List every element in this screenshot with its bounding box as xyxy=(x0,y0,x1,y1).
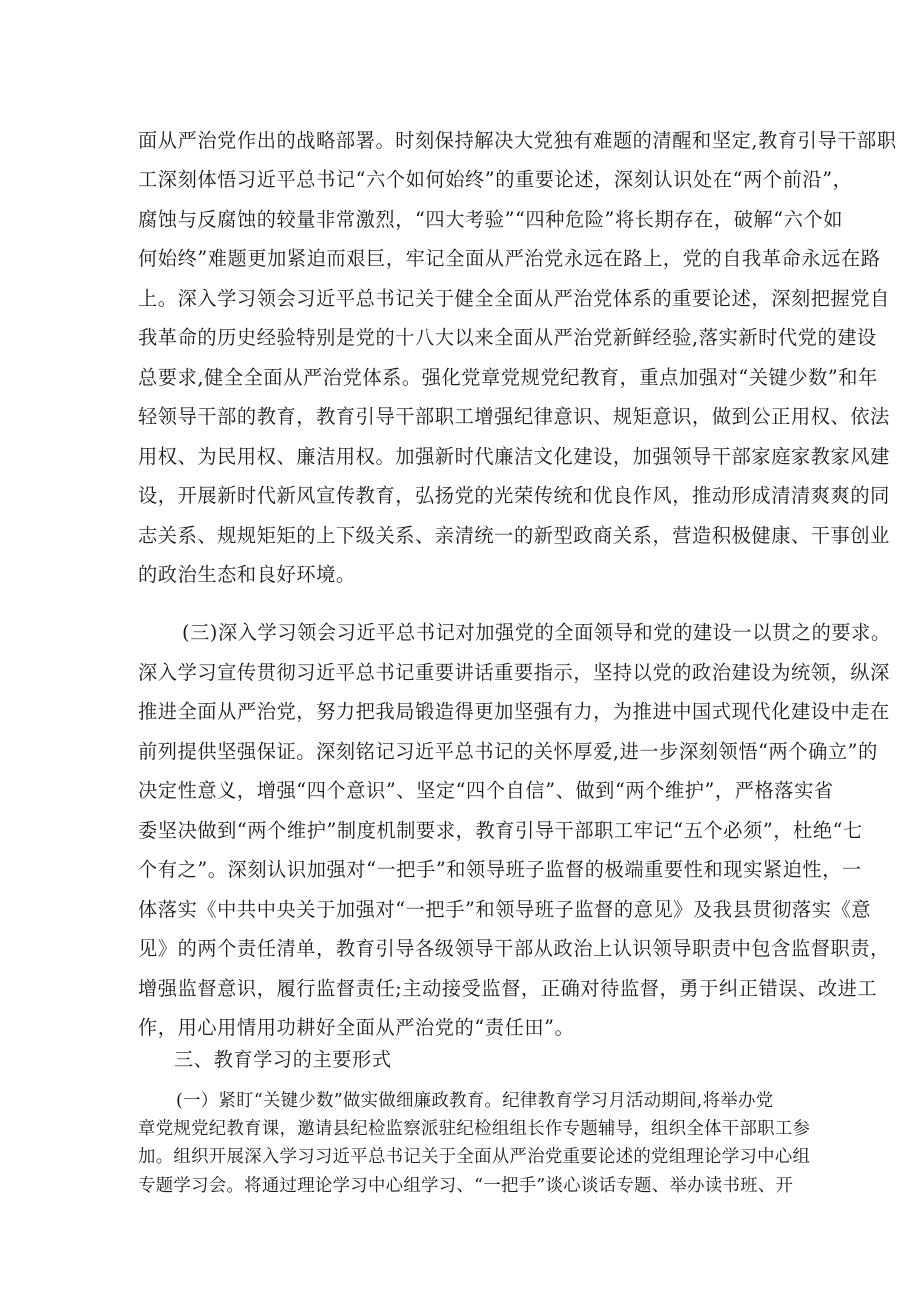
paragraph-1-line: 工深刻体悟习近平总书记“六个如何始终”的重要论述，深刻认识处在“两个前沿”， xyxy=(138,168,853,191)
paragraph-1-line: 腐蚀与反腐蚀的较量非常激烈，“四大考验”“四种危险”将长期存在，破解“六个如 xyxy=(138,208,844,231)
paragraph-1-line: 总要求,健全全面从严治党体系。强化党章党规党纪教育，重点加强对“关键少数”和年 xyxy=(138,366,878,389)
paragraph-2-line: (三)深入学习领会习近平总书记对加强党的全面领导和党的建设一以贯之的要求。 xyxy=(182,621,891,644)
section-heading: 三、教育学习的主要形式 xyxy=(174,1048,392,1071)
paragraph-2-line: 作，用心用情用功耕好全面从严治党的“责任田”。 xyxy=(138,1016,575,1039)
paragraph-2-line: 推进全面从严治党，努力把我局锻造得更加坚强有力，为推进中国式现代化建设中走在 xyxy=(138,700,890,723)
paragraph-2-line: 体落实《中共中央关于加强对“一把手”和领导班子监督的意见》及我县贯彻落实《意 xyxy=(138,898,872,921)
paragraph-2-line: 前列提供坚强保证。深刻铭记习近平总书记的关怀厚爱,进一步深刻领悟“两个确立”的 xyxy=(138,740,878,763)
paragraph-1-line: 我革命的历史经验特别是党的十八大以来全面从严治党新鲜经验,落实新时代党的建设 xyxy=(138,326,877,349)
paragraph-1-line: 何始终”难题更加紧迫而艰巨，牢记全面从严治党永远在路上，党的自我革命永远在路 xyxy=(138,247,881,270)
paragraph-2-line: 个有之”。深刻认识加强对“一把手”和领导班子监督的极端重要性和现实紧迫性，一 xyxy=(138,858,862,881)
paragraph-1-line: 的政治生态和良好环境。 xyxy=(138,563,356,586)
paragraph-2-line: 见》的两个责任清单，教育引导各级领导干部从政治上认识领导职责中包含监督职责， xyxy=(138,937,890,960)
paragraph-2-line: 深入学习宣传贯彻习近平总书记重要讲话重要指示，坚持以党的政治建设为统领，纵深 xyxy=(138,661,890,684)
paragraph-3-line: 加。组织开展深入学习习近平总书记关于全面从严治党重要论述的党组理论学习中心组 xyxy=(138,1147,811,1167)
paragraph-3-line: (一）紧盯“关键少数”做实做细廉政教育。纪律教育学习月活动期间,将举办党 xyxy=(176,1091,774,1111)
paragraph-3-line: 章党规党纪教育课，邀请县纪检监察派驻纪检组组长作专题辅导，组织全体干部职工参 xyxy=(138,1119,811,1139)
paragraph-2-line: 委坚决做到“两个维护”制度机制要求，教育引导干部职工牢记“五个必须”，杜绝“七 xyxy=(138,819,863,842)
paragraph-1-line: 设，开展新时代新风宣传教育，弘扬党的光荣传统和优良作风，推动形成清清爽爽的同 xyxy=(138,484,890,507)
paragraph-1-line: 轻领导干部的教育，教育引导干部职工增强纪律意识、规矩意识，做到公正用权、依法 xyxy=(138,405,890,428)
paragraph-2-line: 增强监督意识，履行监督责任;主动接受监督，正确对待监督，勇于纠正错误、改进工 xyxy=(138,977,878,1000)
paragraph-1-line: 用权、为民用权、廉洁用权。加强新时代廉洁文化建设，加强领导干部家庭家教家风建 xyxy=(138,445,890,468)
paragraph-1-line: 面从严治党作出的战略部署。时刻保持解决大党独有难题的清醒和坚定,教育引导干部职 xyxy=(138,129,897,152)
paragraph-2-line: 决定性意义，增强“四个意识”、坚定“四个自信”、做到“两个维护”，严格落实省 xyxy=(138,779,834,802)
paragraph-1-line: 志关系、规规矩矩的上下级关系、亲清统一的新型政商关系，营造积极健康、干事创业 xyxy=(138,524,890,547)
paragraph-1-line: 上。深入学习领会习近平总书记关于健全全面从严治党体系的重要论述，深刻把握党自 xyxy=(138,287,890,310)
paragraph-3-line: 专题学习会。将通过理论学习中心组学习、“一把手”谈心谈话专题、举办读书班、开 xyxy=(138,1176,794,1196)
